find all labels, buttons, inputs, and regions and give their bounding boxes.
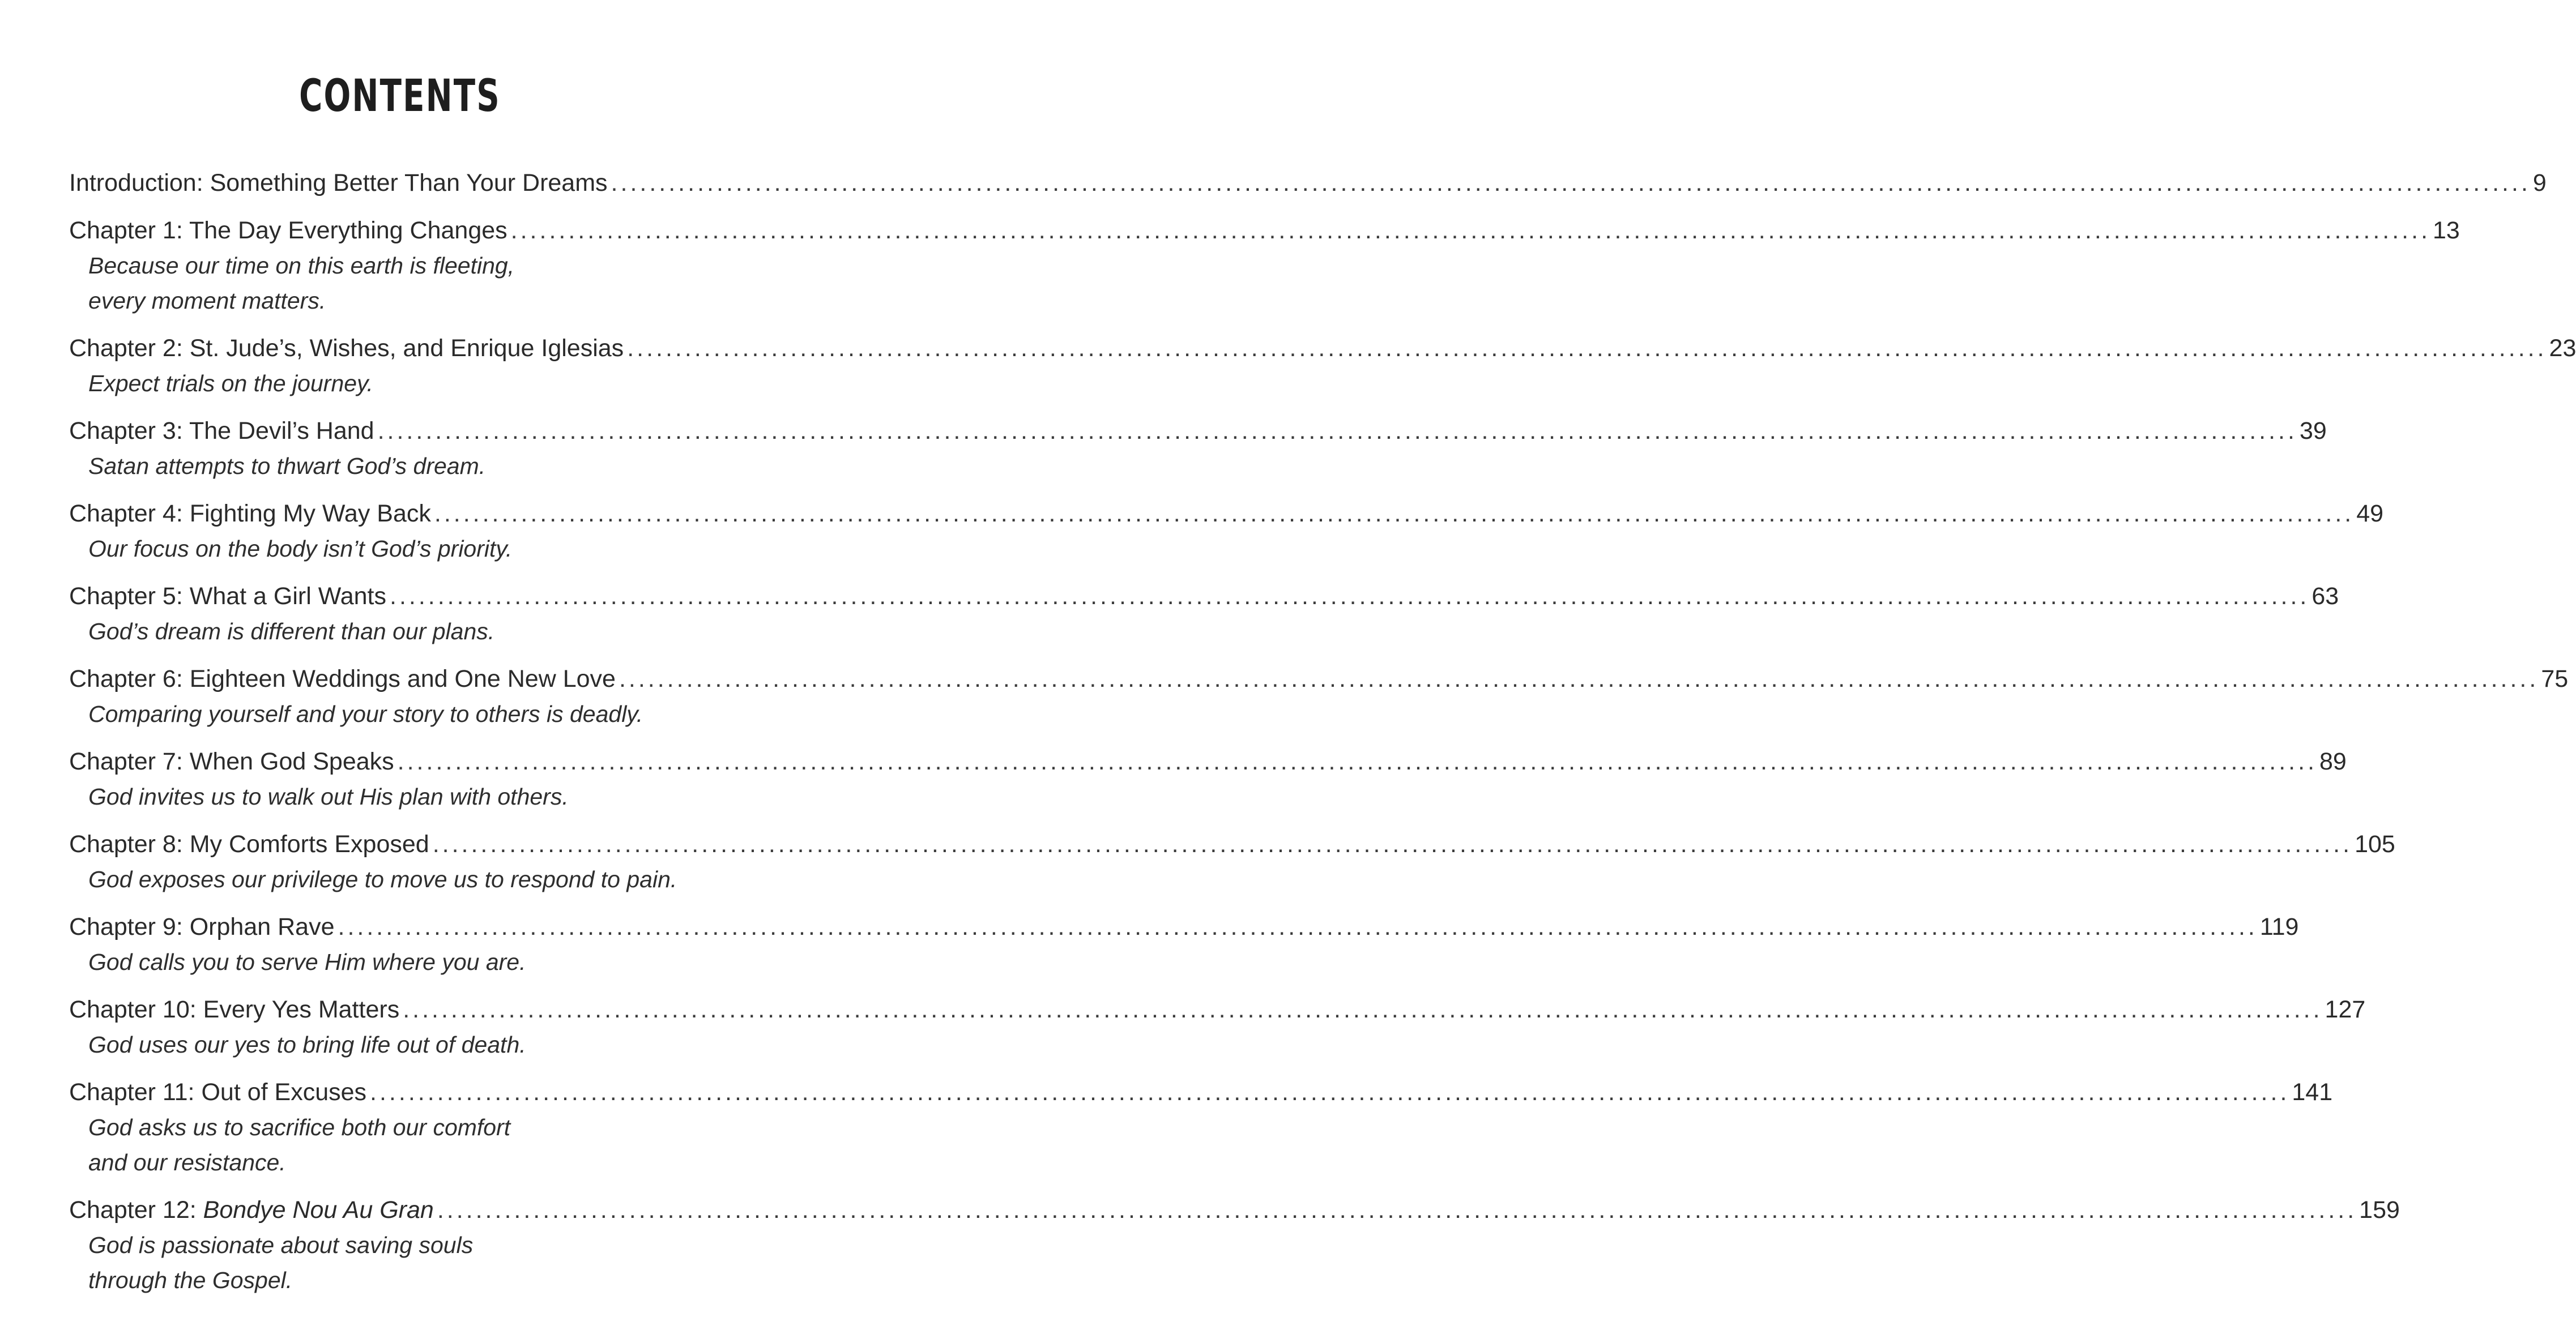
chapter-title (69, 165, 608, 200)
toc-entry (69, 413, 2327, 484)
toc-entry (69, 1192, 2400, 1298)
chapter-title (69, 909, 335, 944)
dot-leader: ........................................................................................................................................................................................................ (390, 583, 2310, 610)
chapter-summary: Our focus on the body isn’t God’s priority. (88, 536, 513, 562)
chapter-title (69, 496, 431, 531)
chapter-title (69, 661, 616, 696)
toc-entry-line (69, 992, 2366, 1027)
chapter-summary: God is passionate about saving souls (88, 1232, 474, 1258)
chapter-title-text: Chapter 10: Every Yes Matters (69, 996, 400, 1023)
toc-entry-line (69, 909, 2299, 944)
chapter-title-text: Chapter 2: St. Jude’s, Wishes, and Enrique Iglesias (69, 335, 624, 362)
chapter-title (69, 827, 429, 862)
page-number: 39 (2299, 417, 2327, 444)
toc-entry (69, 744, 2347, 814)
chapter-title (69, 413, 374, 448)
chapter-title-text: Chapter 3: The Devil’s Hand (69, 417, 374, 444)
chapter-title (69, 992, 399, 1027)
toc-entry-line (69, 579, 2339, 614)
toc-entry (69, 165, 2547, 200)
dot-leader: ........................................................................................................................................................................................................ (434, 500, 2355, 527)
chapter-title (69, 1075, 366, 1110)
page-number: 63 (2311, 583, 2339, 610)
toc-entry (69, 661, 2569, 732)
toc-entry (69, 909, 2299, 980)
dot-leader: ........................................................................................................................................................................................................ (611, 169, 2531, 196)
chapter-summary: every moment matters. (88, 288, 326, 314)
chapter-title-text: Chapter 5: What a Girl Wants (69, 583, 386, 610)
chapter-title-text: Chapter 4: Fighting My Way Back (69, 500, 431, 527)
toc-entry (69, 213, 2460, 318)
dot-leader: ........................................................................................................................................................................................................ (338, 913, 2258, 940)
chapter-summary: God’s dream is different than our plans. (88, 618, 495, 644)
page-number: 9 (2532, 169, 2547, 196)
toc-entry (69, 331, 2576, 401)
chapter-summary: Because our time on this earth is fleeting, (88, 253, 515, 279)
page-number: 75 (2541, 665, 2569, 692)
chapter-summary: Expect trials on the journey. (88, 370, 373, 396)
toc-entry-line (69, 827, 2395, 862)
chapter-title (69, 331, 624, 366)
toc-entry-line (69, 165, 2547, 200)
page-number: 13 (2433, 217, 2460, 244)
chapter-summary: Comparing yourself and your story to others is deadly. (88, 701, 643, 727)
dot-leader: ........................................................................................................................................................................................................ (437, 1196, 2357, 1224)
toc-entry (69, 579, 2339, 649)
dot-leader: ........................................................................................................................................................................................................ (377, 417, 2297, 444)
chapter-title-text: Chapter 1: The Day Everything Changes (69, 217, 507, 244)
chapter-title-text: Chapter 12: (69, 1196, 203, 1224)
chapter-title-text: Chapter 7: When God Speaks (69, 748, 394, 775)
chapter-title-text: Chapter 9: Orphan Rave (69, 913, 335, 940)
dot-leader: ........................................................................................................................................................................................................ (403, 996, 2323, 1023)
page-number: 141 (2292, 1079, 2333, 1106)
toc-entry-line (69, 331, 2576, 366)
dot-leader: ........................................................................................................................................................................................................ (510, 217, 2431, 244)
toc-entry (69, 496, 2384, 566)
chapter-summary: through the Gospel. (88, 1267, 293, 1293)
dot-leader: ........................................................................................................................................................................................................ (627, 335, 2547, 362)
toc-entry (69, 1075, 2333, 1180)
page-number: 49 (2356, 500, 2384, 527)
toc-entry-line (69, 413, 2327, 448)
dot-leader: ........................................................................................................................................................................................................ (397, 748, 2318, 775)
chapter-title-text: Chapter 8: My Comforts Exposed (69, 831, 429, 858)
chapter-title-italic: Bondye Nou Au Gran (203, 1196, 434, 1224)
toc-entry (69, 992, 2366, 1062)
chapter-summary: God exposes our privilege to move us to respond to pain. (88, 866, 677, 892)
page-number: 105 (2355, 831, 2395, 858)
toc-entry-line (69, 1192, 2400, 1228)
toc-entry-line (69, 744, 2347, 779)
page-title: CONTENTS (299, 71, 501, 122)
chapter-summary: God invites us to walk out His plan with others. (88, 784, 569, 810)
dot-leader: ........................................................................................................................................................................................................ (619, 665, 2539, 692)
toc-entry-line (69, 1075, 2333, 1110)
chapter-title-text: Introduction: Something Better Than Your Dreams (69, 169, 608, 196)
dot-leader: ........................................................................................................................................................................................................ (370, 1079, 2290, 1106)
chapter-summary: and our resistance. (88, 1149, 286, 1175)
chapter-summary: God calls you to serve Him where you are. (88, 949, 526, 975)
table-of-contents (69, 165, 2576, 1310)
page-number: 23 (2549, 335, 2576, 362)
page-number: 89 (2319, 748, 2347, 775)
chapter-title-text: Chapter 6: Eighteen Weddings and One New Love (69, 665, 616, 692)
chapter-title (69, 744, 394, 779)
toc-entry (69, 827, 2395, 897)
page-number: 127 (2325, 996, 2366, 1023)
toc-entry-line (69, 661, 2569, 696)
chapter-title (69, 579, 386, 614)
chapter-summary: God uses our yes to bring life out of death. (88, 1032, 526, 1058)
toc-entry-line (69, 496, 2384, 531)
chapter-title (69, 1192, 434, 1228)
chapter-summary: God asks us to sacrifice both our comfort (88, 1114, 511, 1140)
toc-entry-line (69, 213, 2460, 248)
dot-leader: ........................................................................................................................................................................................................ (432, 831, 2353, 858)
chapter-summary: Satan attempts to thwart God’s dream. (88, 453, 486, 479)
chapter-title (69, 213, 507, 248)
chapter-title-text: Chapter 11: Out of Excuses (69, 1079, 367, 1106)
page-number: 159 (2359, 1196, 2400, 1224)
page-number: 119 (2259, 913, 2299, 940)
